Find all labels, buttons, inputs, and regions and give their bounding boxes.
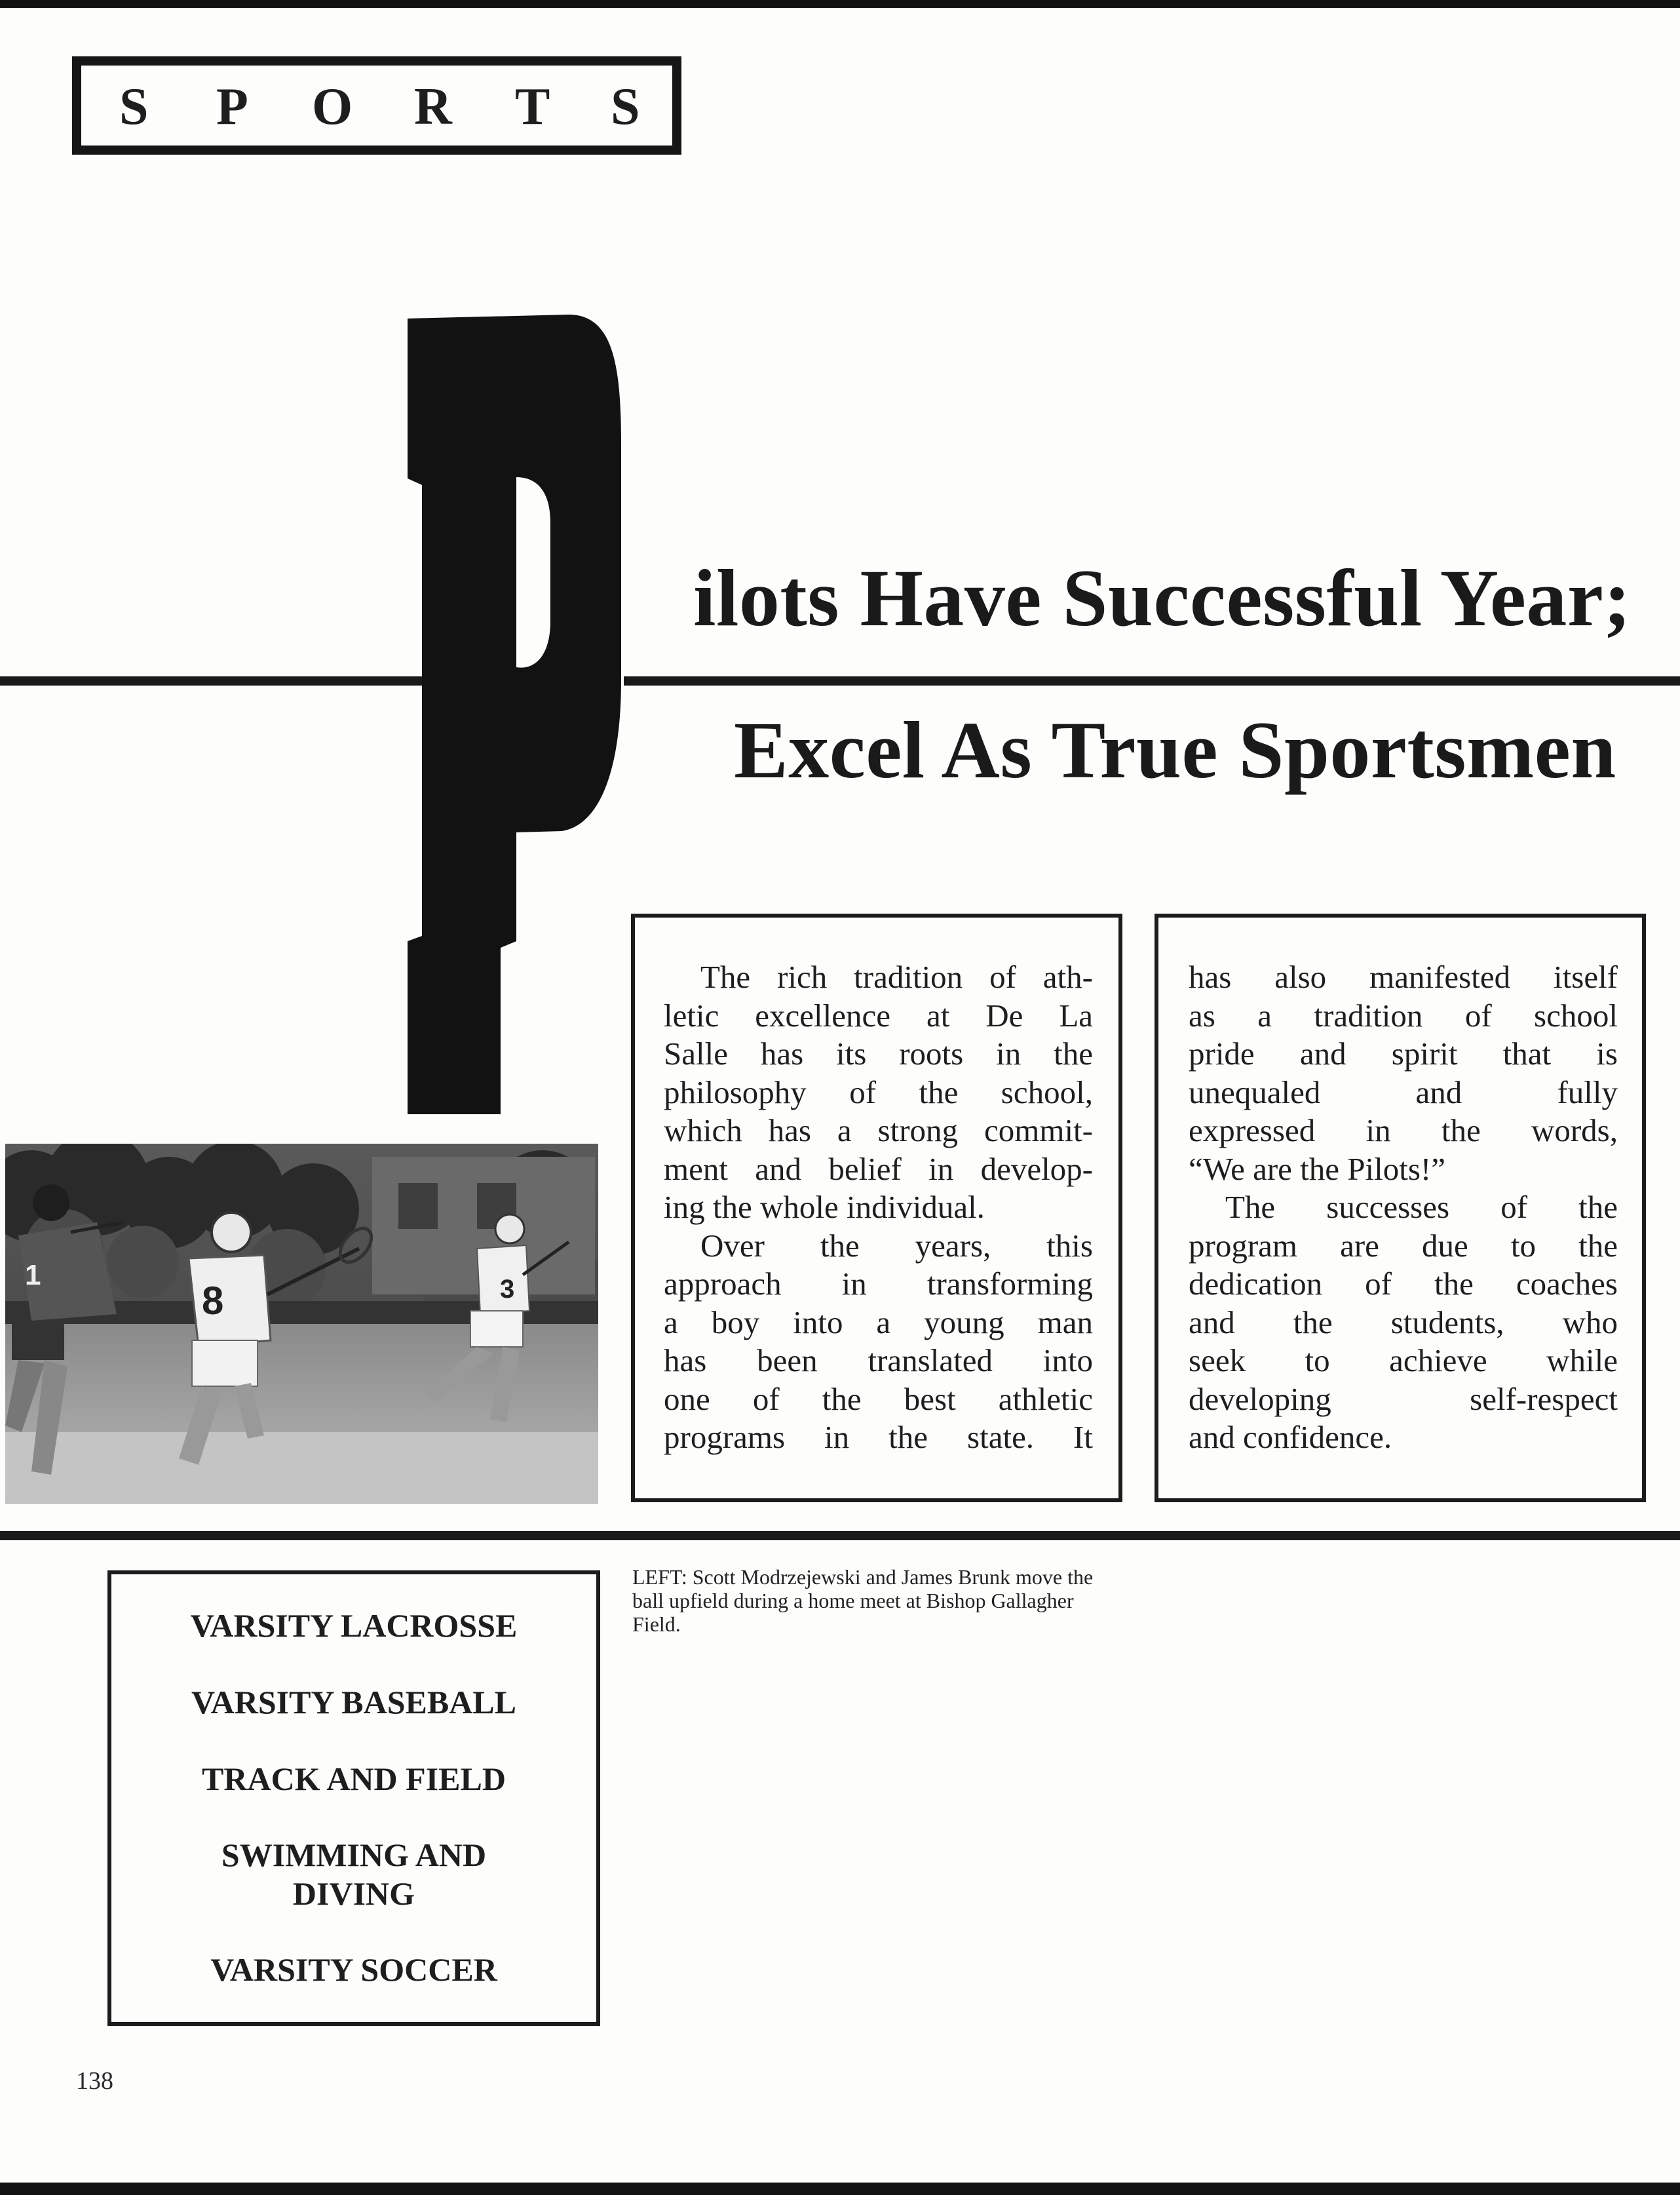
divider-rule <box>0 1531 1680 1540</box>
headline-line2: Excel As True Sportsmen <box>734 705 1616 795</box>
jersey-number: 1 <box>25 1259 41 1291</box>
divider-rule <box>624 676 1680 686</box>
divider-rule <box>0 676 425 686</box>
article-line: approach in transforming <box>664 1266 1093 1302</box>
jersey-number: 3 <box>500 1275 515 1304</box>
sports-list-item: VARSITY LACROSSE <box>190 1607 518 1644</box>
article-line: pride and spirit that is <box>1189 1036 1618 1072</box>
section-letter: T <box>515 78 550 136</box>
sports-list-item: VARSITY BASEBALL <box>191 1684 517 1720</box>
article-line: has also manifested itself <box>1189 959 1618 995</box>
article-line: and the students, who <box>1189 1304 1618 1340</box>
article-line: programs in the state. It <box>664 1419 1093 1455</box>
article-line: ment and belief in develop- <box>664 1150 1093 1187</box>
article-line: a boy into a young man <box>664 1304 1093 1340</box>
article-line: unequaled and fully <box>1189 1074 1618 1110</box>
article-line: ing the whole individual. <box>664 1189 985 1225</box>
article-line: program are due to the <box>1189 1227 1618 1264</box>
article-line: one of the best athletic <box>664 1380 1093 1417</box>
section-header-box <box>72 56 681 155</box>
section-letter: S <box>119 78 149 136</box>
scan-bottom-edge <box>0 2183 1680 2195</box>
jersey-number: 8 <box>202 1279 224 1323</box>
dropcap-p <box>405 313 621 1114</box>
section-letter: P <box>216 78 248 136</box>
scan-top-edge <box>0 0 1680 8</box>
lacrosse-photo <box>5 1144 598 1504</box>
article-line: letic excellence at De La <box>664 997 1093 1034</box>
article-line: which has a strong commit- <box>664 1112 1093 1148</box>
sports-list-box <box>107 1570 600 2026</box>
article-line: developing self-respect <box>1189 1380 1618 1417</box>
section-letter: S <box>611 78 640 136</box>
article-line: The rich tradition of ath- <box>700 959 1093 995</box>
sports-list-item: VARSITY SOCCER <box>210 1951 497 1988</box>
article-line: “We are the Pilots!” <box>1189 1150 1445 1187</box>
sports-list-item: TRACK AND FIELD <box>202 1760 506 1797</box>
article-line: has been translated into <box>664 1342 1093 1378</box>
article-column-2 <box>1155 914 1646 1502</box>
article-line: dedication of the coaches <box>1189 1266 1618 1302</box>
article-line: The successes of the <box>1225 1189 1618 1225</box>
article-line: Over the years, this <box>700 1227 1093 1264</box>
section-letter: R <box>414 78 452 136</box>
article-line: seek to achieve while <box>1189 1342 1618 1378</box>
section-letter: O <box>312 78 353 136</box>
photo-caption: LEFT: Scott Modrzejewski and James Brunk move the ball upfield during a home meet at Bishop Gallagher Field. <box>632 1565 1094 1636</box>
page-number: 138 <box>76 2067 113 2095</box>
article-line: philosophy of the school, <box>664 1074 1093 1110</box>
sports-list-item: SWIMMING AND <box>221 1836 487 1873</box>
article-line: Salle has its roots in the <box>664 1036 1093 1072</box>
article-column-1 <box>631 914 1122 1502</box>
article-line: as a tradition of school <box>1189 997 1618 1034</box>
headline-line1: ilots Have Successful Year; <box>693 553 1632 643</box>
article-line: expressed in the words, <box>1189 1112 1618 1148</box>
sports-list-item: DIVING <box>292 1875 415 1912</box>
article-line: and confidence. <box>1189 1419 1392 1455</box>
